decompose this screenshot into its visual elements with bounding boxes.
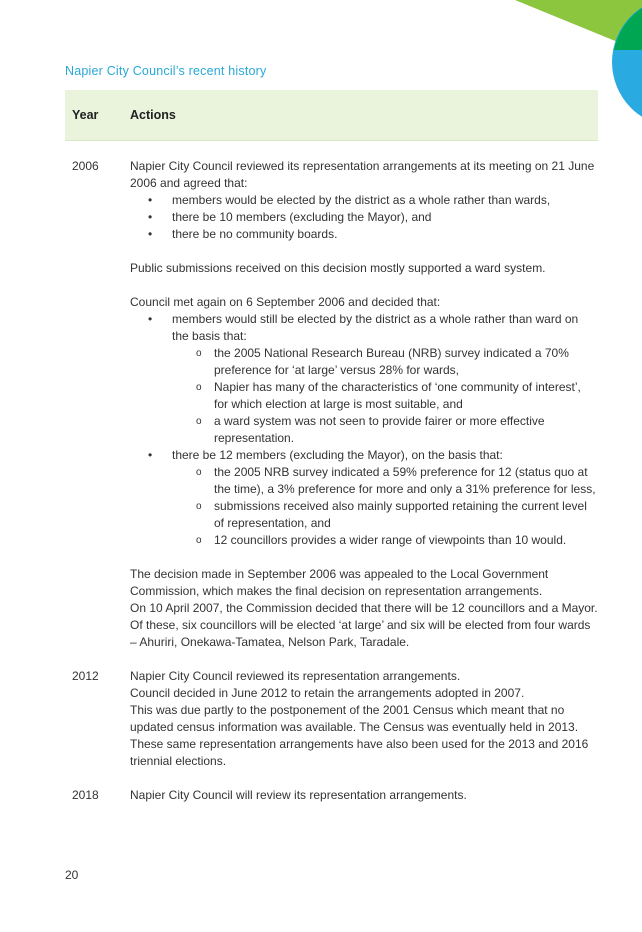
header-actions: Actions <box>130 108 176 122</box>
list-item: • there be 10 members (excluding the Mayor), and <box>130 209 598 226</box>
sub-list-item: o the 2005 National Research Bureau (NRB) survey indicated a 70% preference for ‘at large’ versus 28% for wards, <box>130 345 598 379</box>
list-item-text: there be 12 members (excluding the Mayor), on the basis that: <box>172 448 503 462</box>
row-text: The decision made in September 2006 was appealed to the Local Government Commission, which makes the final decision on representation arrangements. <box>130 567 549 598</box>
row-actions <box>130 787 598 804</box>
sub-list-item: o a ward system was not seen to provide fairer or more effective representation. <box>130 413 598 447</box>
row-year: 2012 <box>72 669 99 683</box>
sub-list-item: o submissions received also mainly supported retaining the current level of representation, and <box>130 498 598 532</box>
row-actions <box>130 668 598 770</box>
table-row <box>65 668 598 770</box>
row-text: This was due partly to the postponement of the 2001 Census which meant that no updated census information was available. The Census was eventually held in 2013. <box>130 703 579 734</box>
list-item-text: members would still be elected by the district as a whole rather than ward on the basis that: <box>172 312 579 343</box>
row-text: Public submissions received on this decision mostly supported a ward system. <box>130 261 546 275</box>
table-header <box>65 90 598 141</box>
page-number: 20 <box>65 868 79 882</box>
row-text: On 10 April 2007, the Commission decided that there will be 12 councillors and a Mayor. Of these, six councillors will be elected ‘at large’ and six will be elected from four wards – Ahuriri, Onekawa-Tamatea, Nelson Park, Taradale. <box>130 601 598 649</box>
bullet-list <box>130 311 598 549</box>
table-row <box>65 158 598 651</box>
row-text: Napier City Council will review its representation arrangements. <box>130 788 467 802</box>
section-title: Napier City Council’s recent history <box>65 64 267 78</box>
row-text: Council decided in June 2012 to retain the arrangements adopted in 2007. <box>130 686 525 700</box>
list-item: • members would be elected by the district as a whole rather than wards, <box>130 192 598 209</box>
table-row <box>65 787 598 804</box>
sub-list <box>172 345 598 447</box>
sub-list-item: o Napier has many of the characteristics of ‘one community of interest’, for which election at large is most suitable, and <box>130 379 598 413</box>
row-text: Napier City Council reviewed its representation arrangements. <box>130 669 461 683</box>
list-item <box>130 311 598 447</box>
list-item <box>130 447 598 549</box>
row-text: Council met again on 6 September 2006 and decided that: <box>130 295 441 309</box>
row-text: These same representation arrangements have also been used for the 2013 and 2016 triennial elections. <box>130 737 589 768</box>
sub-list-item: o the 2005 NRB survey indicated a 59% preference for 12 (status quo at the time), a 3% preference for more and only a 31% preference for less, <box>130 464 598 498</box>
row-text: Napier City Council reviewed its representation arrangements at its meeting on 21 June 2006 and agreed that: <box>130 159 595 190</box>
sub-list-item: o 12 councillors provides a wider range of viewpoints than 10 would. <box>130 532 598 549</box>
row-year: 2018 <box>72 788 99 802</box>
row-actions <box>130 158 598 651</box>
header-year: Year <box>72 108 99 122</box>
history-table <box>65 90 598 804</box>
row-year: 2006 <box>72 159 99 173</box>
sub-list <box>172 464 598 549</box>
list-item: • there be no community boards. <box>130 226 598 243</box>
bullet-list <box>130 192 598 243</box>
